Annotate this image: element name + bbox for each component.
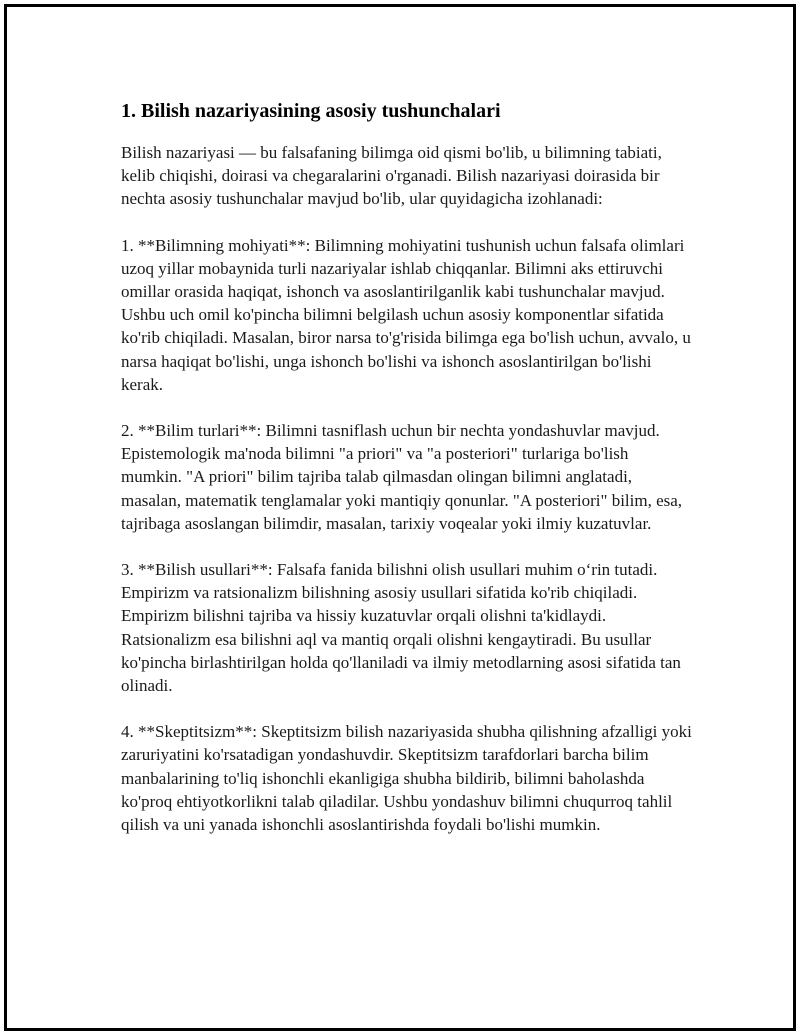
document-body <box>121 97 693 859</box>
paragraph-bilimning-mohiyati: 1. **Bilimning mohiyati**: Bilimning mohiyatini tushunish uchun falsafa olimlari uzoq yillar mobaynida turli nazariyalar ishlab chiqqanlar. Bilimni aks ettiruvchi omillar orasida haqiqat, ishonch va asoslantirilganlik kabi tushunchalar mavjud. Ushbu uch omil ko'pincha bilimni belgilash uchun asosiy komponentlar sifatida ko'rib chiqiladi. Masalan, biror narsa to'g'risida bilimga ega bo'lish uchun, avvalo, u narsa haqiqat bo'lishi, unga ishonch bo'lishi va ishonch asoslantirilgan bo'lishi kerak. <box>121 235 691 394</box>
intro-paragraph: Bilish nazariyasi — bu falsafaning bilimga oid qismi bo'lib, u bilimning tabiati, kelib chiqishi, doirasi va chegaralarini o'rganadi. Bilish nazariyasi doirasida bir nechta asosiy tushunchalar mavjud bo'lib, ular quyidagicha izohlanadi: <box>121 143 662 209</box>
section-heading: 1. Bilish nazariyasining asosiy tushunchalari <box>121 100 501 122</box>
page-border <box>4 4 796 1031</box>
paragraph-bilish-usullari: 3. **Bilish usullari**: Falsafa fanida bilishni olish usullari muhim o‘rin tutadi. Empirizm va ratsionalizm bilishning asosiy usullari sifatida ko'rib chiqiladi. Empirizm bilishni tajriba va hissiy kuzatuvlar orqali olishni ta'kidlaydi. Ratsionalizm esa bilishni aql va mantiq orqali olishni kengaytiradi. Bu usullar ko'pincha birlashtirilgan holda qo'llaniladi va ilmiy metodlarning asosi sifatida tan olinadi. <box>121 560 681 696</box>
paragraph-bilim-turlari: 2. **Bilim turlari**: Bilimni tasniflash uchun bir nechta yondashuvlar mavjud. Epistemologik ma'noda bilimni "a priori" va "a posteriori" turlariga bo'lish mumkin. "A priori" bilim tajriba talab qilmasdan olingan bilimni anglatadi, masalan, matematik tenglamalar yoki mantiqiy qonunlar. "A posteriori" bilim, esa, tajribaga asoslangan bilimdir, masalan, tarixiy voqealar yoki ilmiy kuzatuvlar. <box>121 421 683 533</box>
paragraph-skeptitsizm: 4. **Skeptitsizm**: Skeptitsizm bilish nazariyasida shubha qilishning afzalligi yoki zaruriyatini ko'rsatadigan yondashuvdir. Skeptitsizm tarafdorlari barcha bilim manbalarining to'liq ishonchli ekanligiga shubha bildirib, bilimni baholashda ko'proq ehtiyotkorlikni talab qiladilar. Ushbu yondashuv bilimni chuqurroq tahlil qilish va uni yanada ishonchli asoslantirishda foydali bo'lishi mumkin. <box>121 722 692 835</box>
